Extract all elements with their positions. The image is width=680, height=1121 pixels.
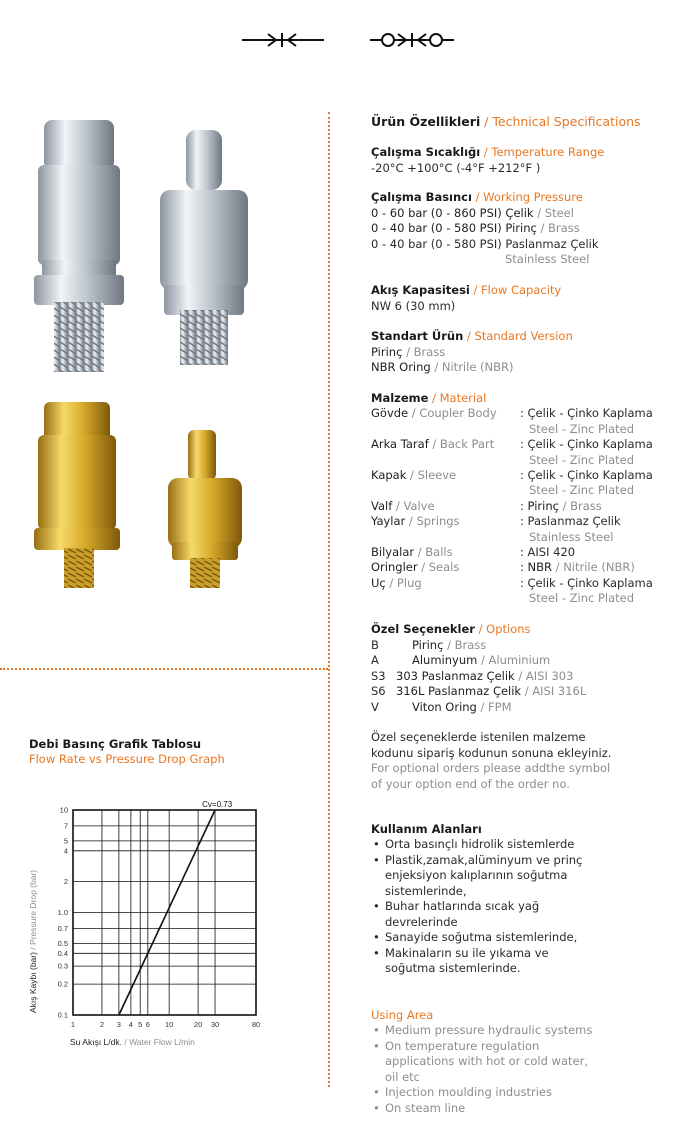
temperature-label: Çalışma Sıcaklığı / Temperature Range: [371, 145, 605, 159]
list-item: • Injection moulding industries: [373, 1085, 552, 1099]
x-axis-label: Su Akışı L/dk. / Water Flow L/min: [70, 1037, 195, 1047]
material-value: : AISI 420: [520, 545, 576, 559]
options-label: Özel Seçenekler / Options: [371, 622, 531, 636]
material-value: : Pirinç / Brass: [520, 499, 602, 513]
pressure-stainless: 0 - 40 bar (0 - 580 PSI) Paslanmaz Çelik: [371, 237, 599, 251]
y-tick-label: 2: [63, 877, 68, 887]
material-value: : Çelik - Çinko Kaplama: [520, 576, 653, 590]
list-item: • Orta basınçlı hidrolik sistemlerde: [373, 837, 575, 851]
list-item: • On steam line: [373, 1100, 466, 1115]
option-note-tr: Özel seçeneklerde istenilen malzeme: [371, 730, 586, 744]
y-tick-label: 1.0: [57, 908, 68, 917]
y-tick-label: 0.7: [57, 923, 68, 933]
material-value: : Paslanmaz Çelik: [520, 514, 621, 528]
material-value: : Çelik - Çinko Kaplama: [520, 468, 653, 482]
x-tick-label: 20: [193, 1020, 203, 1029]
x-tick-label: 10: [164, 1020, 174, 1029]
material-value-en: Steel - Zinc Plated: [529, 483, 635, 497]
flow-value: NW 6 (30 mm): [371, 299, 456, 313]
horizontal-divider: [0, 668, 328, 670]
material-label: Malzeme / Material: [371, 391, 487, 405]
vertical-divider: [328, 112, 330, 1087]
usage-title-en: Using Area: [371, 1008, 434, 1022]
material-row: Arka Taraf / Back Part: [371, 437, 495, 451]
x-tick-label: 2: [99, 1020, 105, 1029]
option-note-en: of your option end of the order no.: [371, 777, 570, 791]
y-tick-label: 5: [63, 836, 68, 846]
usage-list-tr: [371, 837, 582, 977]
y-tick-label: 0.4: [57, 948, 68, 958]
option-code: B: [371, 638, 379, 652]
list-item: • Makinaların su ile yıkama ve soğutma sistemlerinde.: [373, 945, 549, 975]
specs-title: Ürün Özellikleri / Technical Specifications: [371, 114, 641, 129]
list-item: • Sanayide soğutma sistemlerinde,: [373, 930, 578, 944]
option-item: 316L Paslanmaz Çelik / AISI 316L: [396, 684, 587, 698]
material-value: : Çelik - Çinko Kaplama: [520, 437, 653, 451]
y-axis-label: Akış Kaybı (bar) / Pressure Drop (bar): [28, 869, 38, 1013]
material-row: Gövde / Coupler Body: [371, 406, 497, 420]
y-tick-label: 10: [59, 805, 68, 815]
pressure-label: Çalışma Basıncı / Working Pressure: [371, 190, 583, 204]
x-tick-label: 3: [116, 1020, 121, 1029]
option-note-en: For optional orders please addthe symbol: [371, 761, 611, 775]
y-tick-label: 0.2: [57, 979, 68, 989]
x-tick-label: 6: [145, 1020, 150, 1029]
standard-brass: Pirinç / Brass: [371, 345, 446, 359]
usage-title-tr: Kullanım Alanları: [371, 822, 482, 836]
x-tick-label: 1: [70, 1020, 76, 1029]
list-item: • Buhar hatlarında sıcak yağ devrelerinde: [373, 899, 540, 929]
y-tick-label: 7: [63, 821, 68, 831]
x-tick-label: 30: [210, 1020, 220, 1029]
material-value: : NBR / Nitrile (NBR): [520, 560, 635, 574]
option-code: A: [371, 653, 379, 667]
option-code: S3: [371, 669, 386, 683]
y-tick-label: 0.5: [57, 938, 68, 948]
x-tick-label: 4: [128, 1020, 133, 1029]
material-value-en: Steel - Zinc Plated: [529, 591, 635, 605]
y-tick-label: 0.3: [57, 961, 68, 971]
steel-plug-image: [160, 130, 248, 365]
x-tick-label: 5: [138, 1020, 143, 1029]
y-tick-label: 4: [63, 846, 68, 856]
coupling-valve-symbol-icon: [368, 28, 456, 52]
flow-label: Akış Kapasitesi / Flow Capacity: [371, 283, 562, 297]
material-value-en: Steel - Zinc Plated: [529, 453, 635, 467]
material-row: Kapak / Sleeve: [371, 468, 457, 482]
y-tick-label: 0.1: [57, 1010, 68, 1020]
x-tick-label: 80: [251, 1020, 261, 1029]
option-code: V: [371, 700, 379, 714]
pressure-brass: 0 - 40 bar (0 - 580 PSI) Pirinç / Brass: [371, 221, 580, 235]
material-row: Oringler / Seals: [371, 560, 460, 574]
standard-label: Standart Ürün / Standard Version: [371, 329, 573, 343]
usage-list-en: [371, 1023, 592, 1116]
product-photos: [20, 110, 300, 600]
temperature-value: -20°C +100°C (-4°F +212°F ): [371, 161, 541, 175]
brass-coupler-image: [34, 402, 120, 588]
steel-coupler-image: [34, 120, 124, 372]
coupling-symbol-icon: [240, 28, 330, 52]
list-item: • Plastik,zamak,alüminyum ve prinç enjeksiyon kalıplarının soğutma sistemlerinde,: [373, 852, 583, 898]
material-value-en: Steel - Zinc Plated: [529, 422, 635, 436]
list-item: • On temperature regulation applications with hot or cold water, oil etc: [373, 1038, 588, 1084]
list-item: • Medium pressure hydraulic systems: [373, 1023, 593, 1037]
brass-plug-image: [168, 430, 242, 588]
option-item: Aluminyum / Aluminium: [412, 653, 551, 667]
chart-title: Debi Basınç Grafik Tablosu: [29, 737, 202, 751]
option-item: Viton Oring / FPM: [412, 700, 512, 714]
option-code: S6: [371, 684, 386, 698]
material-value: : Çelik - Çinko Kaplama: [520, 406, 653, 420]
material-row: Bilyalar / Balls: [371, 545, 453, 559]
option-item: 303 Paslanmaz Çelik / AISI 303: [396, 669, 574, 683]
chart-subtitle: Flow Rate vs Pressure Drop Graph: [29, 752, 225, 766]
material-row: Uç / Plug: [371, 576, 422, 590]
option-note-tr: kodunu sipariş kodunun sonuna ekleyiniz.: [371, 746, 612, 760]
material-value-en: Stainless Steel: [529, 530, 614, 544]
material-row: Valf / Valve: [371, 499, 435, 513]
material-row: Yaylar / Springs: [371, 514, 460, 528]
cv-annotation: Cv=0.73: [202, 800, 233, 809]
pressure-drop-chart: [20, 790, 280, 1060]
pressure-stainless-en: Stainless Steel: [505, 252, 590, 266]
standard-oring: NBR Oring / Nitrile (NBR): [371, 360, 514, 374]
pressure-steel: 0 - 60 bar (0 - 860 PSI) Çelik / Steel: [371, 206, 574, 220]
option-item: Pirinç / Brass: [412, 638, 487, 652]
